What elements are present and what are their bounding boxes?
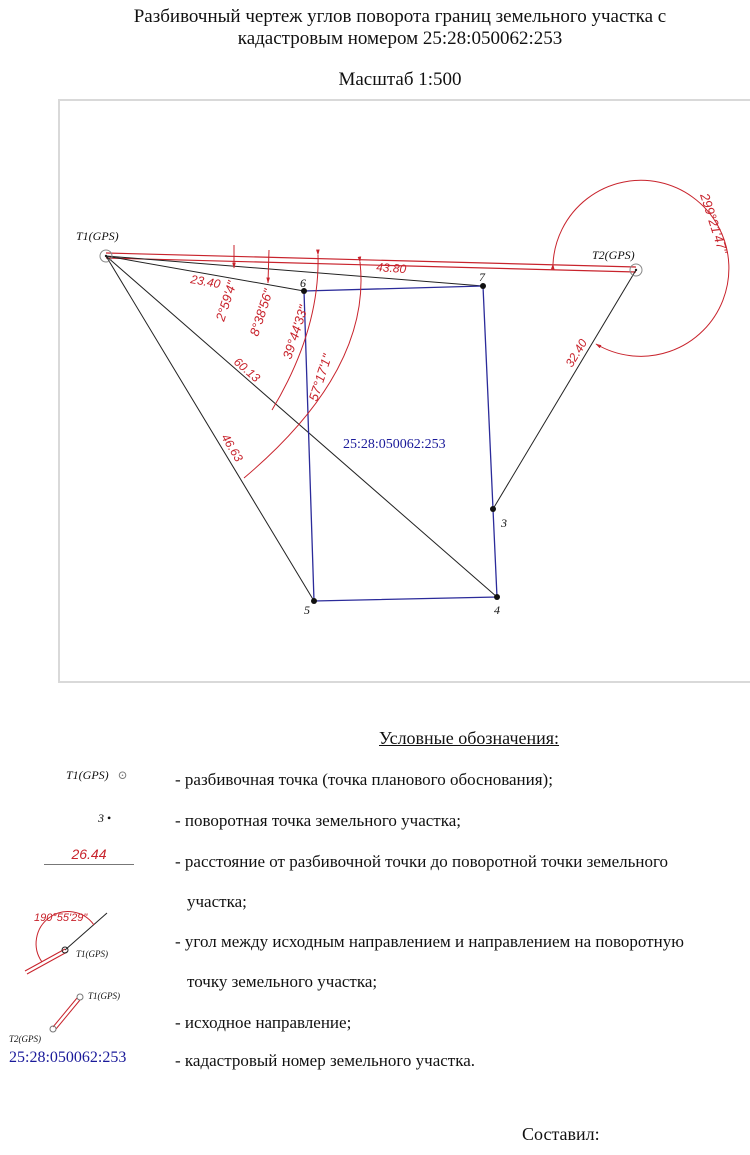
legend-base-direction-symbol bbox=[5, 985, 145, 1047]
title-line-2: кадастровым номером 25:28:050062:253 bbox=[237, 28, 563, 49]
svg-text:4: 4 bbox=[494, 603, 500, 617]
legend-item-base-direction: - исходное направление; bbox=[175, 1013, 352, 1032]
svg-text:T1(GPS): T1(GPS) bbox=[76, 229, 119, 243]
svg-text:60.13: 60.13 bbox=[231, 354, 263, 385]
legend-item-distance-cont: участка; bbox=[187, 892, 247, 911]
legend-item-cadastral: - кадастровый номер земельного участка. bbox=[175, 1051, 476, 1070]
svg-text:T1(GPS): T1(GPS) bbox=[76, 949, 108, 959]
scale-label: Масштаб 1:500 bbox=[338, 69, 462, 90]
legend-item-distance: - расстояние от разбивочной точки до поворотной точки земельного bbox=[175, 852, 669, 871]
legend-cadastral-symbol: 25:28:050062:253 bbox=[9, 1049, 127, 1066]
legend-station-symbol: T1(GPS) ⊙ bbox=[66, 768, 128, 782]
legend-title: Условные обозначения: bbox=[379, 728, 560, 748]
angle-labels bbox=[212, 190, 731, 403]
setout-rays bbox=[106, 256, 636, 601]
legend-item-station: - разбивочная точка (точка планового обоснования); bbox=[175, 770, 553, 789]
svg-text:6: 6 bbox=[300, 276, 306, 290]
svg-text:299°21'47": 299°21'47" bbox=[697, 191, 731, 256]
legend-item-angle-cont: точку земельного участка; bbox=[187, 972, 378, 991]
svg-text:5: 5 bbox=[304, 603, 310, 617]
legend-item-point: - поворотная точка земельного участка; bbox=[175, 811, 461, 830]
svg-text:46.63: 46.63 bbox=[218, 431, 246, 465]
station-circle-icon: ⊙ bbox=[117, 768, 128, 782]
svg-text:T2(GPS): T2(GPS) bbox=[592, 248, 635, 262]
svg-text:32.40: 32.40 bbox=[562, 336, 591, 370]
legend-angle-symbol bbox=[20, 905, 160, 975]
svg-text:23.40: 23.40 bbox=[189, 272, 222, 292]
svg-text:T2(GPS): T2(GPS) bbox=[9, 1034, 41, 1044]
svg-text:T1(GPS): T1(GPS) bbox=[88, 991, 120, 1001]
svg-text:2°59'4": 2°59'4" bbox=[212, 279, 240, 323]
svg-text:43.80: 43.80 bbox=[375, 260, 407, 277]
svg-text:8°38'56": 8°38'56" bbox=[246, 287, 276, 338]
svg-text:39°44'33": 39°44'33" bbox=[279, 303, 312, 361]
svg-text:190°55'29": 190°55'29" bbox=[34, 912, 88, 924]
station-T1 bbox=[76, 229, 119, 262]
composed-by-label: Составил: bbox=[522, 1124, 600, 1144]
svg-text:7: 7 bbox=[479, 270, 485, 284]
legend-distance-symbol: 26.44 bbox=[44, 846, 134, 865]
svg-text:3: 3 bbox=[501, 516, 507, 530]
legend-item-angle: - угол между исходным направлением и направлением на поворотную bbox=[175, 932, 684, 951]
svg-text:57°17'1": 57°17'1" bbox=[305, 352, 335, 403]
distance-labels bbox=[188, 260, 590, 465]
title-line-1: Разбивочный чертеж углов поворота границ земельного участка с bbox=[133, 6, 667, 27]
legend-point-symbol: 3 • bbox=[98, 811, 112, 825]
point-dot-icon: • bbox=[107, 811, 112, 825]
cadastral-number-label: 25:28:050062:253 bbox=[343, 437, 446, 452]
